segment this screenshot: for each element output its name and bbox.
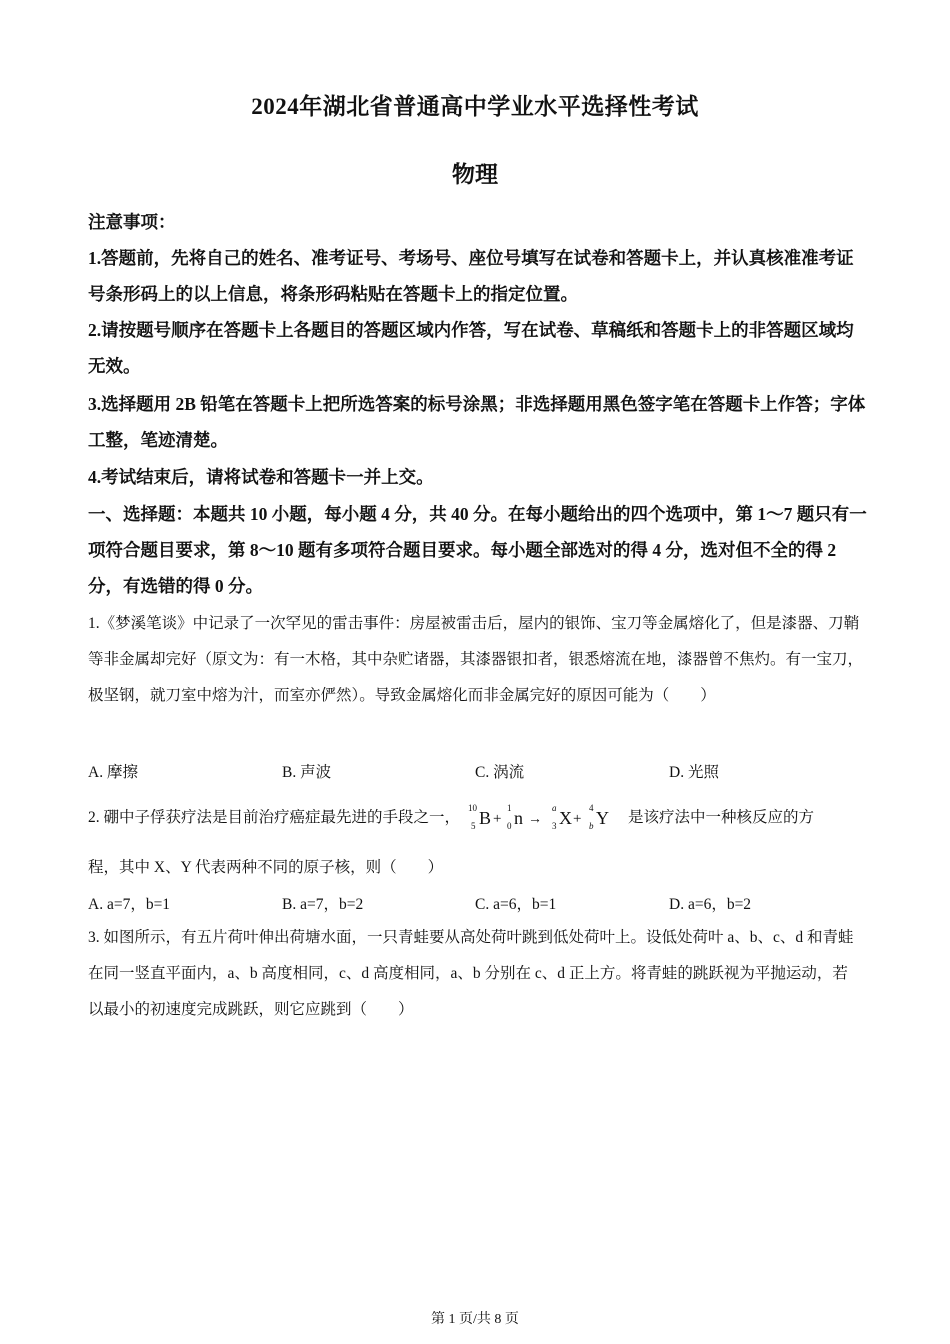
- notice-item-3: 3.选择题用 2B 铅笔在答题卡上把所选答案的标号涂黑；非选择题用黑色签字笔在答题卡上作答；字体工整，笔迹清楚。: [88, 394, 866, 450]
- y-mass: 4: [589, 803, 594, 814]
- nuclear-equation: [464, 801, 624, 835]
- question-3-stem: 3. 如图所示，有五片荷叶伸出荷塘水面，一只青蛙要从高处荷叶跳到低处荷叶上。设低处荷叶 a、b、c、d 和青蛙在同一竖直平面内，a、b 高度相同，c、d 高度相同，a、b 分别在 c、d 正上方。将青蛙的跳跃视为平抛运动，若以最小的初速度完成跳跃，则它应跳到（ ）: [88, 929, 854, 1018]
- q1-option-b: B. 声波: [282, 764, 332, 781]
- q2-stem-before: 2. 硼中子俘获疗法是目前治疗癌症最先进的手段之一，: [88, 809, 461, 826]
- y-symbol: Y: [596, 808, 610, 829]
- q2-stem-after: 是该疗法中一种核反应的方: [628, 809, 815, 826]
- b-charge: 5: [471, 821, 476, 832]
- q2-option-a: A. a=7，b=1: [88, 896, 171, 913]
- n-symbol: n: [514, 808, 524, 829]
- plus-sign-2: +: [573, 811, 582, 828]
- plus-sign-1: +: [493, 811, 502, 828]
- q1-option-a: A. 摩擦: [88, 764, 138, 781]
- notice-heading: 注意事项：: [88, 212, 176, 232]
- section-one-heading: 一、选择题：本题共 10 小题，每小题 4 分，共 40 分。在每小题给出的四个选项中，第 1～7 题只有一项符合题目要求，第 8～10 题有多项符合题目要求。每小题全部选对的得 4 分，选对但不全的得 2 分，有选错的得 0 分。: [88, 504, 867, 596]
- notice-item-1: 1.答题前，先将自己的姓名、准考证号、考场号、座位号填写在试卷和答题卡上，并认真核准准考证号条形码上的以上信息，将条形码粘贴在答题卡上的指定位置。: [88, 248, 854, 304]
- n-mass: 1: [507, 803, 512, 814]
- q2-option-d: D. a=6，b=2: [669, 896, 752, 913]
- question-2-stem: [88, 796, 863, 840]
- q2-stem-continued: 程，其中 X、Y 代表两种不同的原子核，则（ ）: [88, 859, 444, 876]
- x-mass: a: [552, 803, 557, 814]
- notice-item-4: 4.考试结束后，请将试卷和答题卡一并上交。: [88, 467, 434, 487]
- x-symbol: X: [559, 808, 573, 829]
- x-charge: 3: [552, 821, 557, 832]
- page-title: 2024年湖北省普通高中学业水平选择性考试: [251, 94, 699, 119]
- question-1-stem: 1.《梦溪笔谈》中记录了一次罕见的雷击事件：房屋被雷击后，屋内的银饰、宝刀等金属熔化了，但是漆器、刀鞘等非金属却完好（原文为：有一木格，其中杂贮诸器，其漆器银扣者，银悉熔流在地，漆器曾不焦灼。有一宝刀，极坚钢，就刀室中熔为汁，而室亦俨然）。导致金属熔化而非金属完好的原因可能为（ ）: [88, 615, 864, 704]
- question-1-options: [88, 760, 868, 790]
- page-footer: 第 1 页/共 8 页: [431, 1312, 519, 1327]
- q2-option-c: C. a=6，b=1: [475, 896, 557, 913]
- notice-item-2: 2.请按题号顺序在答题卡上各题目的答题区域内作答，写在试卷、草稿纸和答题卡上的非答题区域均无效。: [88, 320, 854, 376]
- subject-title: 物理: [452, 162, 498, 187]
- b-symbol: B: [479, 808, 492, 829]
- q1-option-c: C. 涡流: [475, 764, 525, 781]
- y-charge: b: [589, 821, 594, 832]
- b-mass: 10: [468, 803, 478, 814]
- reaction-arrow: →: [528, 812, 543, 828]
- question-2-options: [88, 892, 868, 922]
- q2-option-b: B. a=7，b=2: [282, 896, 364, 913]
- n-charge: 0: [507, 821, 512, 832]
- q1-option-d: D. 光照: [669, 764, 719, 781]
